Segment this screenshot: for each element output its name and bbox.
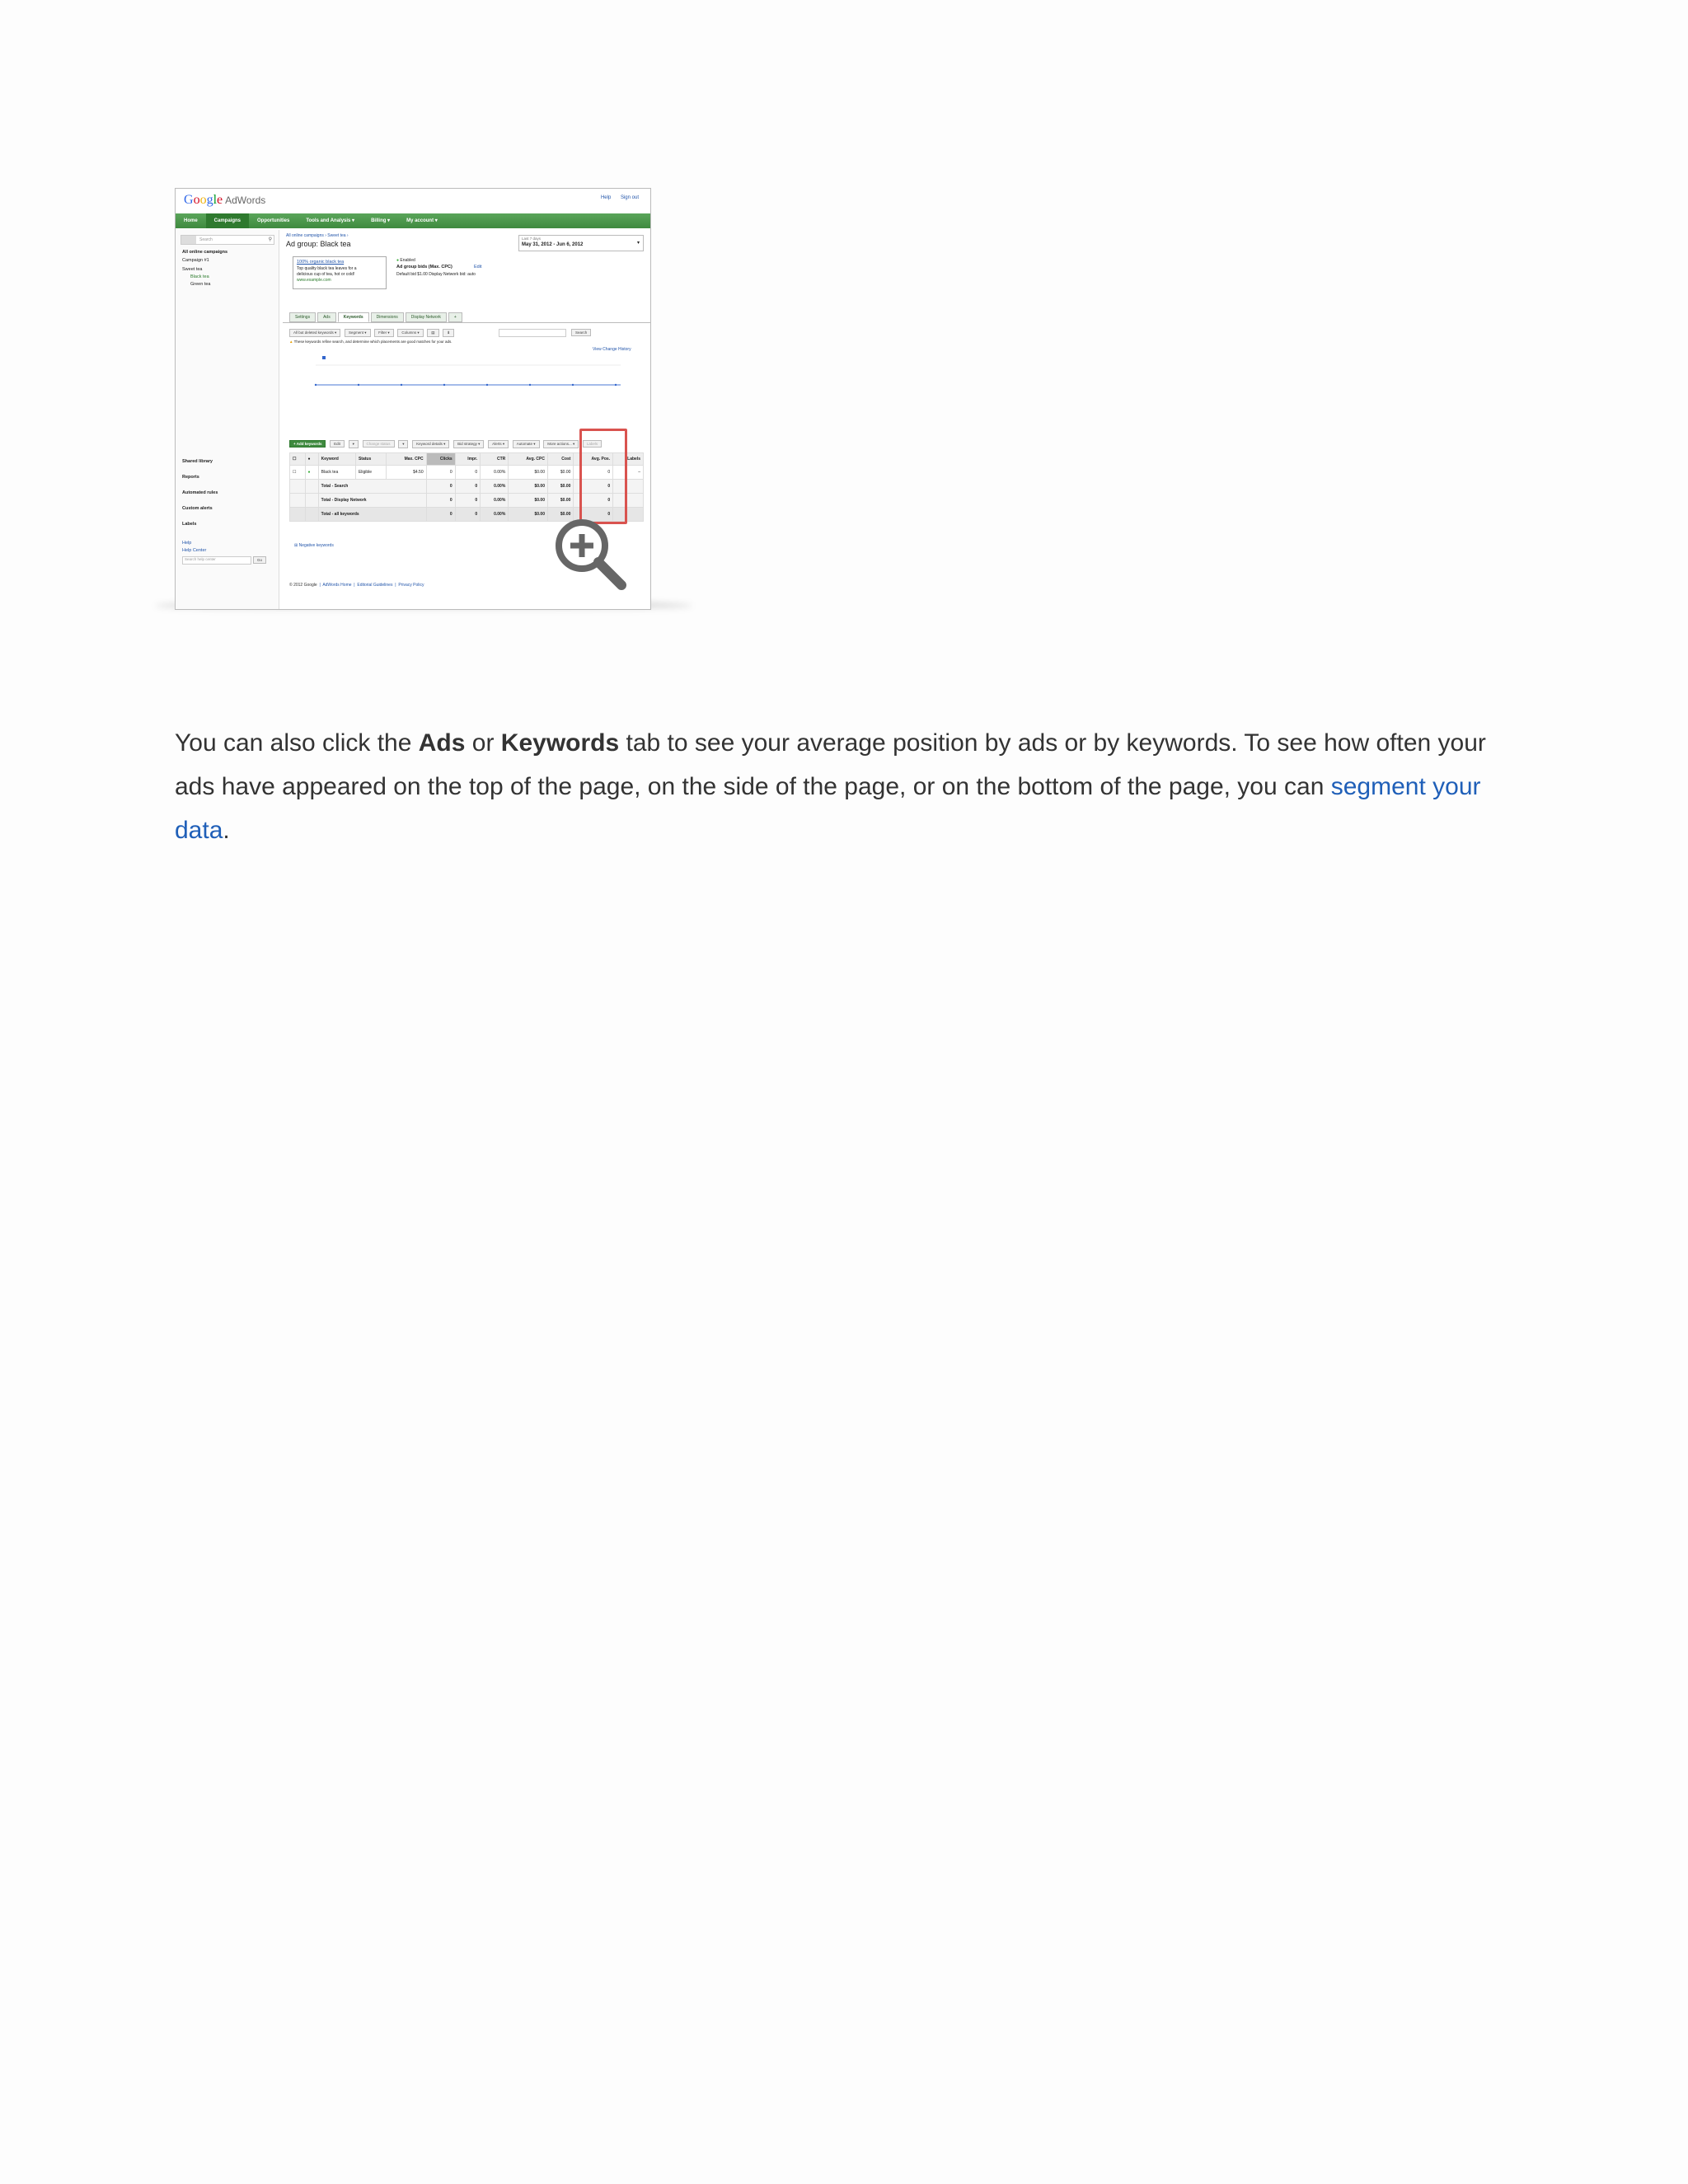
negative-keywords-link[interactable]: ⊞ Negative keywords <box>294 543 334 548</box>
col-status[interactable]: Status <box>355 453 386 466</box>
tab-dimensions[interactable]: Dimensions <box>371 312 404 322</box>
tab-divider <box>283 322 650 323</box>
search-icon: ⚲ <box>268 237 272 242</box>
tab-keywords[interactable]: Keywords <box>338 312 369 322</box>
total-all-label: Total - all keywords <box>318 508 426 522</box>
total-all-ctr: 0.00% <box>481 508 509 522</box>
keywords-notice: ▲ These keywords refine search, and determine which placements are good matches for your ads. <box>289 340 452 344</box>
action-toolbar <box>289 440 604 448</box>
main-nav <box>176 213 650 228</box>
date-range-picker[interactable] <box>518 235 644 251</box>
view-change-history-link[interactable]: View Change History <box>593 347 631 352</box>
google-adwords-logo: Google AdWords <box>184 193 266 207</box>
footer: © 2012 Google | AdWords Home | Editorial Guidelines | Privacy Policy <box>289 583 424 588</box>
footer-adwords-home[interactable]: AdWords Home <box>322 583 352 588</box>
avg-pos-highlight <box>579 429 627 524</box>
sidebar-help-center[interactable]: Help Center <box>182 548 207 553</box>
sidebar-reports[interactable]: Reports <box>182 475 199 480</box>
total-display-clicks: 0 <box>426 494 455 508</box>
status-dot-icon: ● <box>305 466 318 480</box>
status-badge: ● Enabled <box>396 258 415 263</box>
bid-strategy-dropdown[interactable]: Bid strategy ▾ <box>453 440 484 448</box>
date-range-label: Last 7 days <box>522 237 542 241</box>
add-keywords-button[interactable]: + Add keywords <box>289 440 326 448</box>
paragraph-text-2: or <box>465 729 501 757</box>
sidebar-toggle[interactable] <box>181 236 196 244</box>
automate-dropdown[interactable]: Automate ▾ <box>513 440 540 448</box>
total-display-impr: 0 <box>455 494 481 508</box>
search-button[interactable]: Search <box>571 329 591 336</box>
sidebar-item-sweet-tea[interactable]: Sweet tea <box>182 267 203 272</box>
col-avg-cpc[interactable]: Avg. CPC <box>509 453 548 466</box>
cell-avg-pos: 0 <box>574 466 613 480</box>
sidebar-item-black-tea[interactable]: Black tea <box>190 274 209 279</box>
total-display-avg-cpc: $0.00 <box>509 494 548 508</box>
footer-privacy-policy[interactable]: Privacy Policy <box>398 583 424 588</box>
filter-toolbar <box>289 329 457 337</box>
total-search-cost: $0.00 <box>547 480 573 494</box>
cell-cost: $0.00 <box>547 466 573 480</box>
expand-icon: ⊞ <box>294 543 298 548</box>
sidebar-item-green-tea[interactable]: Green tea <box>190 282 211 287</box>
tab-display-network[interactable]: Display Network <box>406 312 447 322</box>
subtabs <box>289 312 464 322</box>
sidebar-item-all-campaigns[interactable]: All online campaigns <box>182 250 228 255</box>
ads-tab-mention: Ads <box>418 729 466 757</box>
segment-dropdown[interactable]: Segment ▾ <box>345 329 371 337</box>
sidebar <box>176 230 279 609</box>
total-all-cost: $0.00 <box>547 508 573 522</box>
total-display-avg-pos: 0 <box>574 494 613 508</box>
performance-graph <box>307 354 629 395</box>
sidebar-labels[interactable]: Labels <box>182 522 197 527</box>
labels-dropdown[interactable]: Labels <box>583 440 602 448</box>
help-go-button[interactable]: Go <box>253 556 266 564</box>
row-checkbox[interactable]: ☐ <box>290 466 306 480</box>
ad-url: www.example.com <box>297 278 331 283</box>
total-search-ctr: 0.00% <box>481 480 509 494</box>
sidebar-item-campaign-1[interactable]: Campaign #1 <box>182 258 209 263</box>
col-impr[interactable]: Impr. <box>455 453 481 466</box>
col-keyword[interactable]: Keyword <box>318 453 355 466</box>
total-display-ctr: 0.00% <box>481 494 509 508</box>
cell-impr: 0 <box>455 466 481 480</box>
bids-edit-link[interactable]: Edit <box>474 265 482 269</box>
total-all-impr: 0 <box>455 508 481 522</box>
sidebar-search[interactable] <box>181 235 274 245</box>
sidebar-shared-library[interactable]: Shared library <box>182 459 213 464</box>
keyword-details-dropdown[interactable]: Keyword details ▾ <box>412 440 449 448</box>
alerts-dropdown[interactable]: Alerts ▾ <box>488 440 509 448</box>
warning-icon: ▲ <box>289 340 293 344</box>
nav-my-account[interactable]: My account ▾ <box>406 218 438 223</box>
cell-clicks: 0 <box>426 466 455 480</box>
ad-headline[interactable]: 100% organic black tea <box>297 260 345 265</box>
nav-campaigns[interactable]: Campaigns <box>206 213 249 228</box>
bids-default: Default bid $1.00 Display Network bid: auto <box>396 272 476 277</box>
edit-dropdown[interactable]: ▾ <box>349 440 359 448</box>
total-all-clicks: 0 <box>426 508 455 522</box>
total-search-impr: 0 <box>455 480 481 494</box>
total-all-avg-pos: 0 <box>574 508 613 522</box>
footer-copyright: © 2012 Google <box>289 583 317 588</box>
cell-status: Eligible <box>355 466 386 480</box>
zoom-icon[interactable] <box>551 514 630 593</box>
cell-ctr: 0.00% <box>481 466 509 480</box>
total-search-clicks: 0 <box>426 480 455 494</box>
tab-ads[interactable]: Ads <box>317 312 336 322</box>
nav-home[interactable]: Home <box>184 218 198 223</box>
cell-max-cpc[interactable]: $4.50 <box>387 466 426 480</box>
change-status-button[interactable]: Change status <box>363 440 395 448</box>
cell-avg-cpc: $0.00 <box>509 466 548 480</box>
status-dot-column: ● <box>305 453 318 466</box>
paragraph-text-4: . <box>223 817 230 844</box>
download-icon[interactable]: ⬇ <box>443 329 454 337</box>
date-range-value: May 31, 2012 - Jun 6, 2012 <box>522 242 584 247</box>
status-dot-icon: ● <box>396 258 400 263</box>
sidebar-custom-alerts[interactable]: Custom alerts <box>182 506 213 511</box>
total-search-avg-cpc: $0.00 <box>509 480 548 494</box>
help-link[interactable]: Help <box>600 195 612 200</box>
keyword-search-input[interactable] <box>499 329 566 337</box>
bids-title: Ad group bids (Max. CPC) <box>396 265 452 269</box>
sign-out-link[interactable]: Sign out <box>620 195 639 200</box>
sidebar-search-placeholder: Search <box>199 237 213 242</box>
cell-keyword[interactable]: Black tea <box>318 466 355 480</box>
nav-billing[interactable]: Billing ▾ <box>371 218 391 223</box>
ad-preview <box>293 256 387 289</box>
segment-your-data-link[interactable]: segment your data <box>175 773 1481 844</box>
nav-tools[interactable]: Tools and Analysis ▾ <box>306 218 355 223</box>
breadcrumb[interactable]: All online campaigns › Sweet tea › <box>286 233 349 238</box>
adwords-header <box>176 189 650 212</box>
chevron-down-icon: ▾ <box>636 241 640 246</box>
paragraph-text-1: You can also click the <box>175 729 419 757</box>
filter-dropdown[interactable]: Filter ▾ <box>374 329 394 337</box>
ad-line-1: Top quality black tea leaves for a <box>297 266 357 271</box>
page-title: Ad group: Black tea <box>286 240 351 248</box>
adwords-screenshot[interactable] <box>175 188 651 610</box>
sidebar-help[interactable]: Help <box>182 541 192 546</box>
keywords-tab-mention: Keywords <box>500 729 620 757</box>
footer-editorial-guidelines[interactable]: Editorial Guidelines <box>357 583 393 588</box>
more-actions-dropdown[interactable]: More actions... ▾ <box>543 440 579 448</box>
col-cost[interactable]: Cost <box>547 453 573 466</box>
graph-legend-swatch <box>322 356 326 359</box>
total-display-label: Total - Display Network <box>318 494 426 508</box>
ad-line-2: delicious cup of tea, hot or cold! <box>297 272 355 277</box>
tab-add[interactable]: + <box>448 312 462 322</box>
col-ctr[interactable]: CTR <box>481 453 509 466</box>
change-status-dropdown[interactable]: ▾ <box>398 440 408 448</box>
col-avg-pos[interactable]: Avg. Pos. <box>574 453 613 466</box>
columns-dropdown[interactable]: Columns ▾ <box>397 329 423 337</box>
total-display-cost: $0.00 <box>547 494 573 508</box>
paragraph-text-3: tab to see your average position by ads or by keywords. To see how often your ads have appeared on the top of the page, on the side of the page, or on the bottom of the page, you can <box>175 729 1486 800</box>
tab-settings[interactable]: Settings <box>289 312 316 322</box>
graph-icon[interactable]: ▤ <box>427 329 438 337</box>
col-clicks[interactable]: Clicks <box>426 453 455 466</box>
sidebar-automated-rules[interactable]: Automated rules <box>182 490 218 495</box>
col-labels[interactable]: Labels <box>613 453 644 466</box>
body-paragraph <box>175 721 1493 852</box>
total-all-avg-cpc: $0.00 <box>509 508 548 522</box>
help-search-input[interactable]: Search help center <box>182 556 251 565</box>
total-search-avg-pos: 0 <box>574 480 613 494</box>
edit-button[interactable]: Edit <box>330 440 345 448</box>
header-links <box>593 195 639 200</box>
cell-labels: – <box>613 466 644 480</box>
select-all-checkbox[interactable]: ☐ <box>290 453 306 466</box>
nav-opportunities[interactable]: Opportunities <box>257 218 290 223</box>
col-max-cpc[interactable]: Max. CPC <box>387 453 426 466</box>
keyword-filter-dropdown[interactable]: All but deleted keywords ▾ <box>289 329 340 337</box>
total-search-label: Total - Search <box>318 480 426 494</box>
